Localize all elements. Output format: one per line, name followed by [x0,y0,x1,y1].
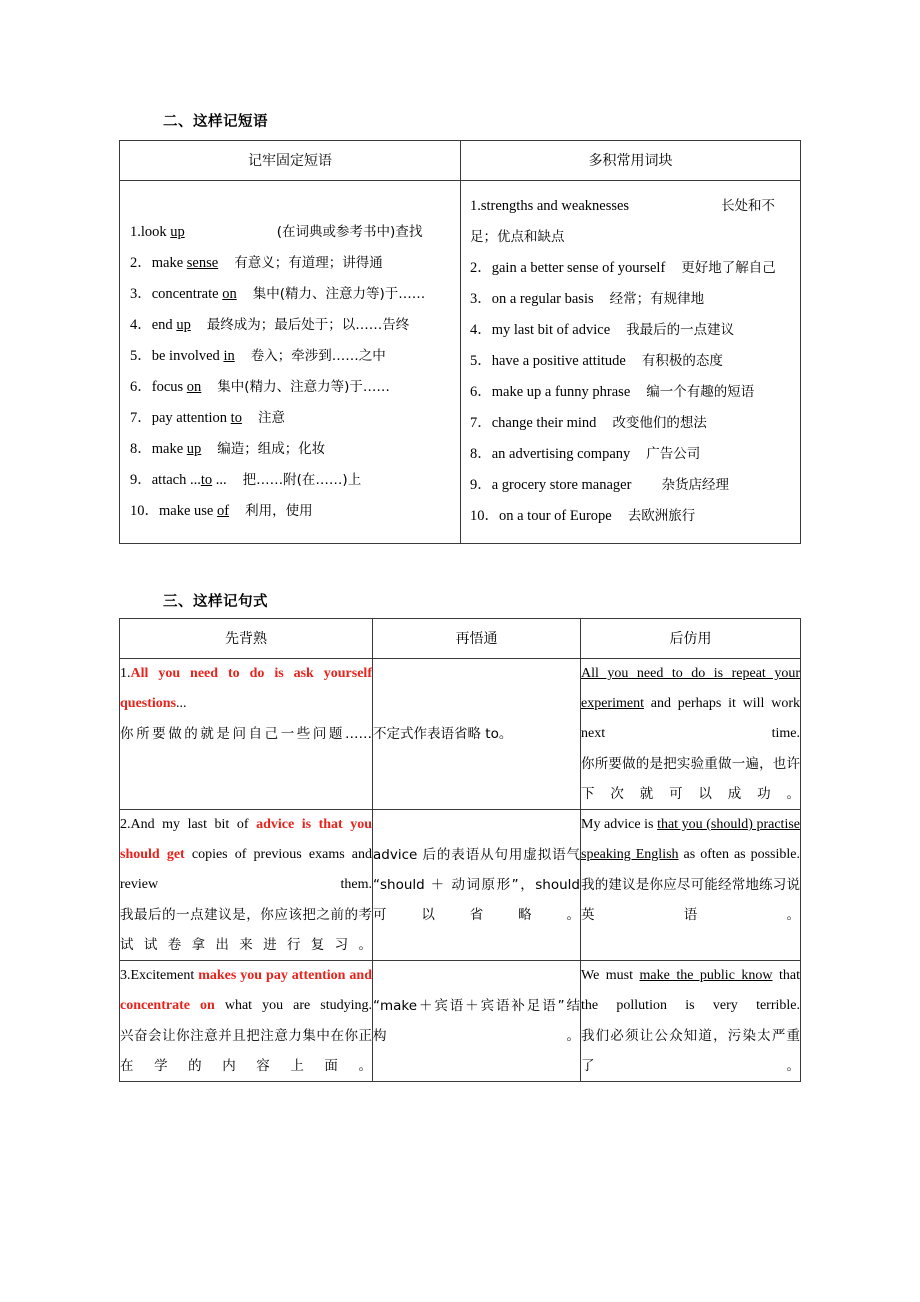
sentence-highlight: makes you pay attention and concentrate on [120,968,372,1013]
chunk-translation: 广告公司 [646,446,701,462]
phrase-particle: to [200,472,213,488]
sentences-col-header-memorize: 先背熟 [120,619,373,659]
memorize-cell [120,659,373,810]
imitate-text-rest: as often as possible. [678,847,801,862]
chunk-item [470,253,794,284]
sentence-rows [120,659,801,1082]
understand-note: 不定式作表语省略 to。 [373,726,513,742]
chunk-number: 10． [470,508,499,524]
section-heading-phrases: 二、这样记短语 [163,114,268,130]
phrases-col-header-fixed: 记牢固定短语 [120,141,461,181]
phrase-translation: 集中(精力、注意力等)于…… [252,286,426,302]
phrase-translation: 集中(精力、注意力等)于…… [217,379,390,395]
understand-cell [373,659,581,810]
phrase-english: pay attention [151,410,231,426]
phrase-translation: 把……附(在……)上 [242,472,362,488]
chunk-english: make up a funny phrase [491,384,631,400]
phrase-number: 3． [130,286,152,302]
phrase-particle: up [176,317,191,333]
chunk-number: 7． [470,415,492,431]
phrase-english: end [151,317,177,333]
sentence-patterns-table [119,618,801,1082]
sentence-number: 2. [120,817,131,832]
sentence-pattern-row [120,961,801,1082]
chunk-item [470,439,794,470]
sentence-text-post: copies of previous exams and review them. [120,847,373,892]
spacer [237,279,253,310]
fixed-phrases-cell [120,181,461,544]
phrase-translation: 有意义；有道理；讲得通 [234,255,383,271]
imitate-english [581,961,800,1021]
sentence-highlight: advice is that you should get [120,817,372,862]
phrase-item [130,217,452,248]
phrase-english: look [140,224,171,240]
memorize-english [120,961,372,1021]
spacer [612,501,628,532]
phrase-item [130,496,452,527]
phrase-translation: 编造；组成；化妆 [217,441,326,457]
spacer [630,439,646,470]
phrase-item [130,248,452,279]
sentence-pattern-row [120,810,801,961]
phrase-particle: to [230,410,242,426]
chunk-number: 9． [470,477,492,493]
memorize-english [120,659,372,719]
imitate-text-pre: My advice is [581,817,658,832]
memorize-cell [120,810,373,961]
chunk-translation: 编一个有趣的短语 [646,384,755,400]
phrase-translation: 卷入；牵涉到……之中 [250,348,386,364]
phrase-particle: in [223,348,235,364]
phrase-particle: up [170,224,185,240]
imitate-cell [581,659,801,810]
imitate-cell [581,961,801,1082]
spacer [630,377,646,408]
chunk-english: on a regular basis [491,291,594,307]
phrases-table-header-row [120,141,801,181]
phrase-number: 9． [130,472,152,488]
imitate-cell [581,810,801,961]
sentence-number: 1. [120,666,131,681]
memorize-translation: 兴奋会让你注意并且把注意力集中在你正在学的内容上面。 [120,1028,372,1074]
sentence-text-pre: And my last bit of [130,817,257,832]
memorize-cell [120,961,373,1082]
phrase-translation: 注意 [257,410,285,426]
imitate-text-pre: We must [581,968,640,983]
chunk-item [470,284,794,315]
chunk-number: 8． [470,446,492,462]
chunk-translation: 改变他们的想法 [612,415,707,431]
imitate-english [581,810,800,870]
phrase-number: 6． [130,379,152,395]
phrase-number: 2． [130,255,152,271]
fixed-phrases-list [120,181,460,543]
phrase-translation: 最终成为；最后处于；以……告终 [206,317,410,333]
chunk-translation: 杂货店经理 [661,477,729,493]
section-heading-sentences: 三、这样记句式 [163,594,268,610]
phrase-translation: 利用，使用 [245,503,313,519]
chunk-english: change their mind [491,415,597,431]
phrase-item [130,372,452,403]
phrase-number: 1. [130,224,141,240]
imitate-text-rest: and perhaps it will work next time. [581,696,800,741]
phrase-item [130,434,452,465]
spacer [596,408,612,439]
phrase-item [130,403,452,434]
spacer [185,217,277,248]
spacer [229,496,245,527]
spacer [227,465,243,496]
spacer [242,403,258,434]
spacer [665,253,681,284]
chunk-number: 1. [470,198,481,214]
chunk-number: 5． [470,353,492,369]
chunk-item [470,377,794,408]
phrase-english: concentrate [151,286,223,302]
phrase-particle: sense [186,255,219,271]
phrase-english: make use [159,503,217,519]
sentences-col-header-understand: 再悟通 [373,619,581,659]
chunk-number: 6． [470,384,492,400]
phrases-table [119,140,801,544]
phrase-number: 10． [130,503,159,519]
phrases-col-header-chunks: 多积常用词块 [461,141,801,181]
spacer [629,191,721,222]
phrase-item [130,465,452,496]
chunk-translation: 长处和不足；优点和缺点 [470,198,776,245]
chunk-translation: 经常；有规律地 [609,291,705,307]
imitate-translation: 你所要做的是把实验重做一遍，也许下次就可以成功。 [581,756,800,802]
spacer [201,434,217,465]
spacer [218,248,234,279]
chunk-english: have a positive attitude [491,353,626,369]
understand-note: advice 后的表语从句用虚拟语气 “should ＋ 动词原形”，should 可以省略。 [373,847,580,923]
imitate-highlight: that you (should) practise speaking English [581,817,800,862]
understand-cell [373,961,581,1082]
chunk-english: an advertising company [491,446,631,462]
spacer [201,372,217,403]
sentence-text-pre: Excitement [130,968,199,983]
phrase-number: 7． [130,410,152,426]
imitate-english [581,659,800,749]
leading-spacer [130,195,452,217]
imitate-highlight: make the public know [639,968,773,983]
phrase-particle: of [216,503,230,519]
understand-note: “make＋宾语＋宾语补足语”结构。 [373,998,580,1044]
phrase-english: attach ... [151,472,201,488]
phrase-particle: up [186,441,202,457]
phrase-particle: on [222,286,237,302]
chunk-number: 3． [470,291,492,307]
chunk-number: 2． [470,260,492,276]
phrase-item [130,279,452,310]
memorize-translation: 你所要做的就是问自己一些问题…… [120,726,372,742]
phrase-english-tail: ... [212,472,227,488]
chunk-english: strengths and weaknesses [480,198,630,214]
spacer [235,341,251,372]
chunk-english: a grocery store manager [491,477,632,493]
chunk-item [470,470,794,501]
sentences-table-header-row [120,619,801,659]
imitate-highlight: All you need to do is repeat your experiment [581,666,800,711]
chunk-item [470,191,794,253]
chunk-item [470,408,794,439]
memorize-translation: 我最后的一点建议是，你应该把之前的考试试卷拿出来进行复习。 [120,907,372,953]
phrases-table-body-row [120,181,801,544]
chunk-item [470,346,794,377]
phrase-english: be involved [151,348,224,364]
phrase-english: focus [151,379,187,395]
chunk-number: 4． [470,322,492,338]
sentence-text-post: what you are studying. [214,998,372,1013]
phrase-number: 8． [130,441,152,457]
sentences-col-header-imitate: 后仿用 [581,619,801,659]
phrase-number: 4． [130,317,152,333]
spacer [594,284,610,315]
spacer [626,346,642,377]
chunk-translation: 我最后的一点建议 [626,322,735,338]
phrase-item [130,310,452,341]
spacer [631,470,661,501]
sentence-number: 3. [120,968,131,983]
sentence-pattern-row [120,659,801,810]
phrase-translation: (在词典或参考书中)查找 [276,224,423,240]
imitate-translation: 我的建议是你应尽可能经常地练习说英语。 [581,877,800,923]
phrase-english: make [151,255,187,271]
spacer [191,310,207,341]
imitate-translation: 我们必须让公众知道，污染太严重了。 [581,1028,800,1074]
chunk-translation: 有积极的态度 [641,353,723,369]
spacer [610,315,626,346]
chunk-translation: 去欧洲旅行 [627,508,696,524]
memorize-english [120,810,372,900]
chunk-english: on a tour of Europe [499,508,612,524]
imitate-text-rest: that the pollution is very terrible. [581,968,800,1013]
phrase-particle: on [186,379,202,395]
word-chunks-cell [461,181,801,544]
phrase-item [130,341,452,372]
sentence-text-plain: ... [176,696,187,711]
phrase-english: make [151,441,187,457]
chunk-translation: 更好地了解自己 [681,260,776,276]
chunk-english: my last bit of advice [491,322,611,338]
phrase-number: 5． [130,348,152,364]
chunk-item [470,501,794,532]
understand-cell [373,810,581,961]
word-chunks-list [461,181,800,542]
chunk-english: gain a better sense of yourself [491,260,666,276]
sentence-highlight: All you need to do is ask yourself questions [120,666,372,711]
chunk-item [470,315,794,346]
